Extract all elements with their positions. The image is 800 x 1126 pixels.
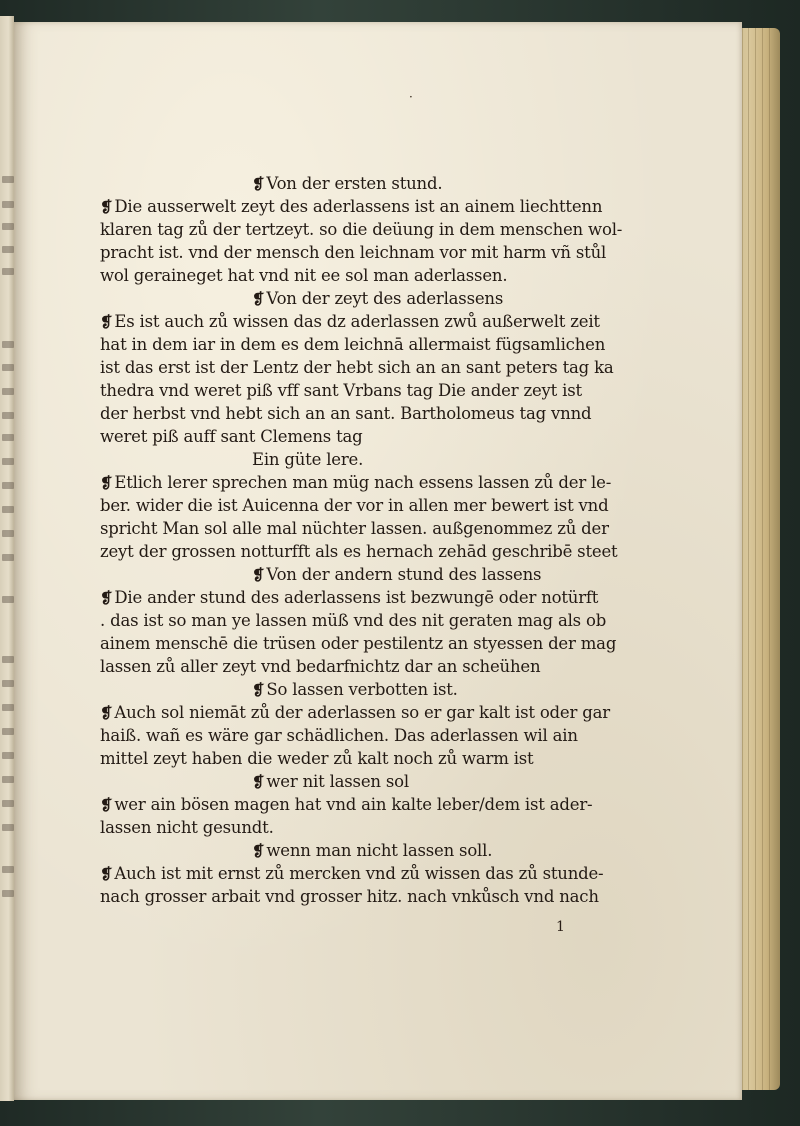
line-text: haiß. wañ es wäre gar schädlichen. Das aderlassen wil ain [100, 726, 578, 745]
line-text: ist das erst ist der Lentz der hebt sich an an sant peters tag ka [100, 358, 614, 377]
line-text: hat in dem iar in dem es dem leichnā allermaist fügsamlichen [100, 335, 606, 354]
paragraph-start-line [100, 310, 630, 333]
section-heading [100, 770, 630, 793]
line-text: Von der zeyt des aderlassens [266, 289, 504, 308]
line-text: thedra vnd weret piß vff sant Vrbans tag Die ander zeyt ist [100, 381, 582, 400]
pilcrow-icon: ❡ [252, 566, 265, 584]
pilcrow-icon: ❡ [252, 842, 265, 860]
section-heading [100, 448, 630, 471]
pilcrow-icon: ❡ [100, 313, 113, 331]
pilcrow-icon: ❡ [100, 474, 113, 492]
line-text: nach grosser arbait vnd grosser hitz. nach vnkůsch vnd nach [100, 887, 599, 906]
line-text: Etlich lerer sprechen man müg nach essens lassen zů der le- [114, 473, 612, 492]
line-text: wol geraineget hat vnd nit ee sol man aderlassen. [100, 266, 508, 285]
text-line [100, 264, 630, 287]
line-text: mittel zeyt haben die weder zů kalt noch zů warm ist [100, 749, 534, 768]
text-line [100, 517, 630, 540]
line-text: klaren tag zů der tertzeyt. so die deüung in dem menschen wol- [100, 220, 623, 239]
text-line [100, 747, 630, 770]
pilcrow-icon: ❡ [252, 175, 265, 193]
text-line [100, 724, 630, 747]
section-heading [100, 563, 630, 586]
pilcrow-icon: ❡ [100, 704, 113, 722]
line-text: weret piß auff sant Clemens tag [100, 427, 363, 446]
left-page-edge [0, 16, 14, 1101]
bottom-mark: 1 [556, 919, 565, 935]
section-heading [100, 839, 630, 862]
line-text: Ein güte lere. [252, 450, 364, 469]
pilcrow-icon: ❡ [252, 773, 265, 791]
line-text: ber. wider die ist Auicenna der vor in allen mer bewert ist vnd [100, 496, 609, 515]
line-text: spricht Man sol alle mal nüchter lassen. außgenommez zů der [100, 519, 609, 538]
text-line [100, 218, 630, 241]
paragraph-start-line [100, 195, 630, 218]
paragraph-start-line [100, 471, 630, 494]
section-heading [100, 678, 630, 701]
paragraph-start-line [100, 586, 630, 609]
text-line [100, 609, 630, 632]
line-text: Von der andern stund des lassens [266, 565, 542, 584]
line-text: lassen zů aller zeyt vnd bedarfnichtz dar an scheühen [100, 657, 541, 676]
text-line [100, 333, 630, 356]
section-heading [100, 287, 630, 310]
line-text: Die ausserwelt zeyt des aderlassens ist an ainem liechttenn [114, 197, 603, 216]
line-text: der herbst vnd hebt sich an an sant. Bartholomeus tag vnnd [100, 404, 592, 423]
section-heading [100, 172, 630, 195]
pilcrow-icon: ❡ [100, 198, 113, 216]
text-line [100, 241, 630, 264]
line-text: pracht ist. vnd der mensch den leichnam vor mit harm vñ stůl [100, 243, 607, 262]
line-text: Auch sol niemāt zů der aderlassen so er gar kalt ist oder gar [114, 703, 610, 722]
manuscript-page [14, 22, 742, 1100]
line-text: zeyt der grossen notturfft als es hernach zehād geschribē steet [100, 542, 618, 561]
line-text: Es ist auch zů wissen das dz aderlassen zwů außerwelt zeit [114, 312, 600, 331]
paragraph-start-line [100, 701, 630, 724]
text-block [100, 172, 630, 908]
text-line [100, 402, 630, 425]
line-text: wer nit lassen sol [266, 772, 409, 791]
pilcrow-icon: ❡ [100, 589, 113, 607]
top-mark: · [409, 90, 413, 104]
pilcrow-icon: ❡ [100, 796, 113, 814]
text-line [100, 885, 630, 908]
text-line [100, 379, 630, 402]
text-line [100, 425, 630, 448]
paragraph-start-line [100, 793, 630, 816]
paragraph-start-line [100, 862, 630, 885]
pilcrow-icon: ❡ [252, 290, 265, 308]
text-line [100, 632, 630, 655]
pilcrow-icon: ❡ [100, 865, 113, 883]
line-text: Von der ersten stund. [266, 174, 443, 193]
line-text: wenn man nicht lassen soll. [266, 841, 493, 860]
pilcrow-icon: ❡ [252, 681, 265, 699]
line-text: . das ist so man ye lassen müß vnd des nit geraten mag als ob [100, 611, 607, 630]
text-line [100, 816, 630, 839]
page-stack-edge [736, 28, 780, 1090]
line-text: Auch ist mit ernst zů mercken vnd zů wissen das zů stunde- [114, 864, 604, 883]
text-line [100, 494, 630, 517]
text-line [100, 655, 630, 678]
text-line [100, 540, 630, 563]
line-text: ainem menschē die trüsen oder pestilentz an styessen der mag [100, 634, 617, 653]
line-text: lassen nicht gesundt. [100, 818, 274, 837]
line-text: So lassen verbotten ist. [266, 680, 458, 699]
text-line [100, 356, 630, 379]
line-text: Die ander stund des aderlassens ist bezwungē oder notürft [114, 588, 599, 607]
line-text: wer ain bösen magen hat vnd ain kalte leber/dem ist ader- [114, 795, 593, 814]
